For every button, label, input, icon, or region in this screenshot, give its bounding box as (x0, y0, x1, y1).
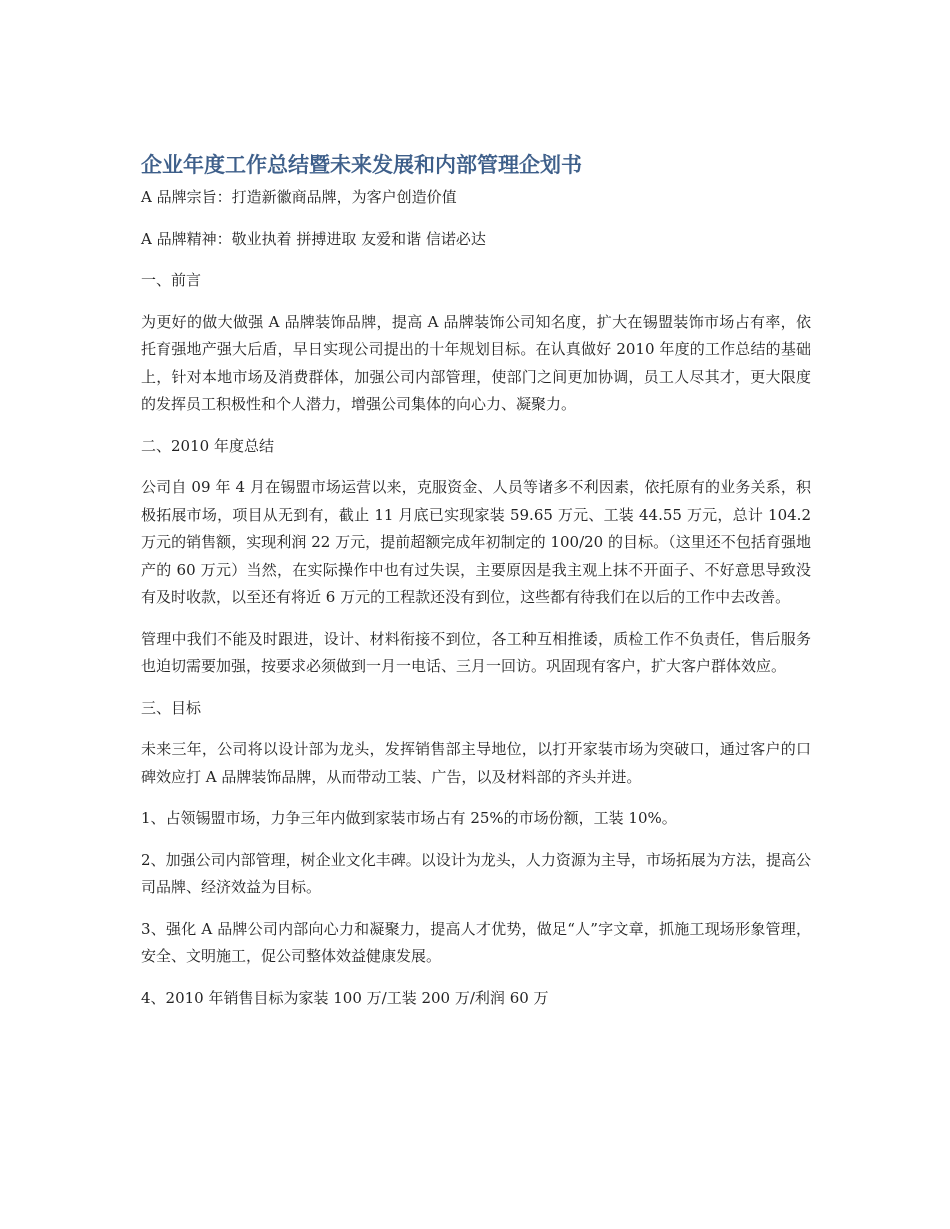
goal-item-4: 4、2010 年销售目标为家装 100 万/工装 200 万/利润 60 万 (141, 988, 549, 1007)
summary-paragraph: 公司自 09 年 4 月在锡盟市场运营以来，克服资金、人员等诸多不利因素，依托原有的业务关系，积极拓展市场，项目从无到有，截止 11 月底已实现家装 59.65 万元、工装 44.55 万元，总计 104.2 万元的销售额，实现利润 22 万元，提前超额完成年初制定的 100/20 的目标。（这里还不包括育强地产的 60 万元）当然，在实际操作中也有过失误，主要原因是我主观上抹不开面子、不好意思导致没有及时收款，以至还有将近 6 万元的工程款还没有到位，这些都有待我们在以后的工作中去改善。 (141, 478, 811, 606)
brand-spirit: A 品牌精神：敬业执着 拼搏进取 友爱和谐 信诺必达 (141, 229, 486, 248)
document-title: 企业年度工作总结暨未来发展和内部管理企划书 (141, 153, 582, 177)
goal-item-1: 1、占领锡盟市场，力争三年内做到家装市场占有 25%的市场份额，工装 10%。 (141, 809, 677, 827)
section-heading-2010-summary: 二、2010 年度总结 (141, 436, 274, 455)
document-body (141, 150, 811, 1026)
section-heading-goals: 三、目标 (141, 698, 202, 717)
preface-paragraph: 为更好的做大做强 A 品牌装饰品牌，提高 A 品牌装饰公司知名度，扩大在锡盟装饰市场占有率，依托育强地产强大后盾，早日实现公司提出的十年规划目标。在认真做好 2010 年度的工作总结的基础上，针对本地市场及消费群体，加强公司内部管理，使部门之间更加协调，员工人尽其才，更大限度的发挥员工积极性和个人潜力，增强公司集体的向心力、凝聚力。 (141, 312, 811, 413)
management-paragraph: 管理中我们不能及时跟进，设计、材料衔接不到位，各工种互相推诿，质检工作不负责任，售后服务也迫切需要加强，按要求必须做到一月一电话、三月一回访。巩固现有客户，扩大客户群体效应。 (141, 629, 811, 675)
brand-mission: A 品牌宗旨：打造新徽商品牌，为客户创造价值 (141, 188, 457, 206)
goal-item-2: 2、加强公司内部管理，树企业文化丰碑。以设计为龙头，人力资源为主导，市场拓展为方法，提高公司品牌、经济效益为目标。 (141, 850, 811, 896)
goal-item-3: 3、强化 A 品牌公司内部向心力和凝聚力，提高人才优势，做足“人”字文章，抓施工现场形象管理，安全、文明施工，促公司整体效益健康发展。 (141, 919, 811, 965)
section-heading-preface: 一、前言 (141, 271, 202, 289)
goals-paragraph: 未来三年，公司将以设计部为龙头，发挥销售部主导地位，以打开家装市场为突破口，通过客户的口碑效应打 A 品牌装饰品牌，从而带动工装、广告，以及材料部的齐头并进。 (141, 740, 811, 786)
